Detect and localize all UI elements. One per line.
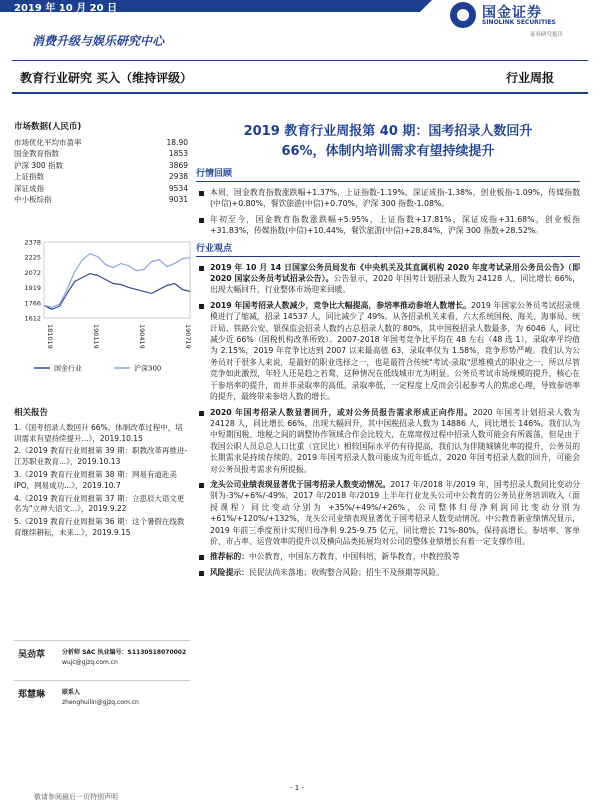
market-data-row bbox=[14, 137, 190, 148]
view-bullet-text: 2020 年国考计划招录人数为 24128 人，同比增长 66%，出现大幅回升，其中国税招录人数为 14886 人，同比增长 146%。我们认为中短期国税、地税之间的调整协作领域合作会比较大，在席席按过程中招录人数可能会有所震荡，但是由于我国公职人员总总人口比重（宜民比）相较国际水平仍有待提高，我们认为伴随城镇化率的提升，公务员的长期需求是持续存续的。2019 年国考招录人数可能成为近年低点，2020 年国考招录人数的回升，可能会对公务员报考需求有所提振。 bbox=[210, 407, 580, 474]
view-bullet bbox=[196, 407, 580, 475]
market-data-value: 9031 bbox=[168, 195, 188, 205]
risk-bullet bbox=[196, 567, 580, 578]
company-logo bbox=[450, 2, 590, 38]
view-bullet-lead: 2020 年国考招录人数显著回升，或对公务员报告需求形成正向作用。 bbox=[210, 407, 473, 417]
section-rule bbox=[196, 181, 580, 182]
market-data-label: 市场优化平均市盈率 bbox=[14, 138, 82, 147]
related-reports-title: 相关报告 bbox=[14, 408, 49, 418]
page-number: - 1 - bbox=[290, 784, 304, 792]
y-tick-label: 1766 bbox=[24, 299, 41, 308]
analyst-role: 联系人 bbox=[62, 689, 81, 696]
market-data-row bbox=[14, 194, 190, 205]
review-bullet: 年初至今，国金教育指数涨跌幅+5.95%，上证指数+17.81%，深证成指+31.68%，创业板指+31.83%，传媒指数(中信)+10.44%，餐饮旅游(中信)+28.84%，沪深 300 指数+28.52%。 bbox=[196, 214, 580, 237]
market-data-label: 沪深 300 指数 bbox=[14, 160, 64, 170]
market-data-row bbox=[14, 183, 190, 194]
analyst-card bbox=[14, 680, 190, 720]
section-rule bbox=[196, 256, 580, 257]
series-line-1 bbox=[44, 254, 190, 308]
index-chart bbox=[14, 238, 194, 378]
view-bullet bbox=[196, 262, 580, 296]
market-data-row bbox=[14, 160, 190, 171]
research-center: 消费升级与娱乐研究中心 bbox=[32, 34, 165, 48]
main-content bbox=[196, 122, 580, 582]
date-band-wedge bbox=[420, 0, 432, 12]
x-tick-label: 181019 bbox=[46, 324, 54, 349]
recommend-label: 推荐标的： bbox=[210, 552, 249, 562]
analyst-email[interactable]: zhenghuilin@gjzq.com.cn bbox=[62, 699, 139, 706]
x-tick-label: 190719 bbox=[184, 324, 192, 349]
market-data-row bbox=[14, 171, 190, 182]
view-bullet-lead: 2019 年国考招录人数减少，竞争比大幅提高，参培率推动参培人数增长。 bbox=[210, 300, 471, 310]
related-report-item[interactable]: 4.《2019 教育行业周报第 37 期：立思辰大语文更名为"立神大语文...》，2019.9.22 bbox=[14, 493, 185, 514]
related-report-item[interactable]: 1.《国考招录人数回升 66%，体制改革过程中，培训需求有望持续提升...》，2019.10.15 bbox=[14, 422, 183, 443]
market-data-label: 上证指数 bbox=[14, 172, 44, 182]
view-bullet-text: 公告显示，2020 年国考计划招录人数为 24128 人，同比增长 66%，出现大幅回升，行业整体市场迎来回暖。 bbox=[210, 274, 581, 295]
market-data-panel bbox=[14, 120, 190, 205]
legend-label: 国金行业 bbox=[54, 364, 82, 373]
logo-en-text: SINOLINK SECURITIES bbox=[482, 19, 556, 26]
page-footer bbox=[0, 782, 600, 800]
related-reports bbox=[14, 408, 190, 541]
section-review-heading: 行情回顾 bbox=[196, 169, 233, 179]
analyst-block bbox=[14, 640, 190, 720]
market-data-value: 3869 bbox=[168, 160, 188, 170]
related-reports-list bbox=[14, 423, 190, 539]
view-bullet-text: 2019 年国家公务员考试招录规模进行了缩减，招录 14537 人，同比减少了 49%。从各招录机关来看，六大系统国税、海关、海事局、统计局、铁路公安、银保监会招录人数约占总招录人数的 80%，其中国税招录人数最多，为 6046 人，同比减少近 66%（国税机构改革所致）。2007-2018 年国考竞争比平均在 48 左右（48 选 1），录取率平均值为 2.15%，2019 年竞争比达到 2007 以来最高值 63，录取率仅为 1.58%，竞争形势严峻。我们认为公务员对于很多人来说，是最好的职业选择之一，也是最符合传统"考试-录取"思维模式的职业之一，所以尽管竞争如此激烈，年轻人还是趋之若鹜，这种情况在低线城市尤为明显。公务员考试市场规模的提升，核心在于参培率的提升，而并非录取率的高低，录取率低，一定程度上反而会引起参考人的焦虑心理，导致参培率的提升，最终带来参培人数的增长。 bbox=[210, 300, 580, 402]
header-divider bbox=[12, 60, 588, 61]
view-bullet bbox=[196, 300, 580, 403]
legend-label: 沪深300 bbox=[134, 364, 162, 373]
logo-sub-text: 证券研究报告 bbox=[530, 32, 564, 38]
y-tick-label: 1612 bbox=[24, 314, 41, 323]
market-data-label: 国金教育指数 bbox=[14, 149, 59, 159]
y-tick-label: 2378 bbox=[24, 238, 41, 247]
logo-cn-text: 国金证券 bbox=[482, 5, 542, 21]
doc-type: 行业周报 bbox=[506, 71, 555, 85]
report-date: 2019 年 10 月 20 日 bbox=[14, 3, 118, 14]
market-data-value: 9534 bbox=[168, 183, 188, 193]
risk-label: 风险提示： bbox=[210, 567, 249, 577]
market-data-value: 18.90 bbox=[166, 138, 188, 147]
logo-mark-icon bbox=[450, 2, 476, 28]
related-report-item[interactable]: 3.《2019 教育行业周报第 38 期：网易有道赴美 IPO，网易成功...》，2019.10.7 bbox=[14, 469, 177, 490]
y-tick-label: 1919 bbox=[24, 284, 41, 293]
review-bullet: 本周，国金教育指数涨跌幅+1.37%，上证指数-1.19%，深证成指-1.38%，创业板指-1.09%，传媒指数(中信)+0.80%，餐饮旅游(中信)+0.70%，沪深 300 指数-1.08%。 bbox=[196, 187, 580, 210]
y-tick-label: 2225 bbox=[24, 253, 41, 262]
market-data-rows bbox=[14, 137, 190, 205]
report-title-line1: 2019 教育行业周报第 40 期：国考招录人数回升 bbox=[243, 124, 533, 139]
market-data-title: 市场数据(人民币) bbox=[14, 122, 82, 132]
risk-text: 民促法尚未落地；收购整合风险；招生不及预期等风险。 bbox=[248, 567, 444, 577]
market-data-label: 中小板综指 bbox=[14, 195, 52, 205]
report-title-line2: 66%，体制内培训需求有望持续提升 bbox=[281, 144, 495, 159]
analyst-email[interactable]: wujc@gjzq.com.cn bbox=[62, 659, 118, 666]
view-bullet bbox=[196, 479, 580, 547]
analyst-name: 吴劲草 bbox=[18, 650, 46, 660]
view-bullet-text: 2017 年/2018 年/2019 年，国考招录人数同比变动分别为-3%/+6%/-49%，2017 年/2018 年/2019 上半年行业龙头公司中公教育的公务员业务培训收入（面授课程）同比变动分别为 +35%/+49%/+26%，公司整体归母净利润同比变动分别为 +61%/+120%/+132%，龙头公司业绩表现显著优于国考招录人数变动情况。中公教育新业绩情况显示，2019 年前三季度预计实现归母净利 9.25-9.75 亿元，同比增长 71%-80%，保持高增长。参培率、客单价、市占率、运营效率的提升以及横向品类拓展均对公司的整体业绩增长有着一定支撑作用。 bbox=[210, 479, 581, 546]
view-bullet-lead: 2019 年 10 月 14 日国家公务员局发布《中央机关及其直属机构 2020 年度考试录用公务员公告》（即 2020 国家公务员考试招录公告）。 bbox=[210, 262, 580, 284]
market-data-value: 1853 bbox=[168, 149, 188, 159]
chart-plot-frame bbox=[44, 242, 190, 318]
report-title bbox=[196, 122, 580, 162]
related-report-item[interactable]: 5.《2019 教育行业周报第 36 期：这个暑假在线教育继续耕耘，未来...》，2019.9.15 bbox=[14, 517, 185, 537]
market-data-row bbox=[14, 148, 190, 159]
footer-disclaimer: 敬请参阅最后一页特别声明 bbox=[34, 793, 118, 800]
recommend-bullet bbox=[196, 551, 580, 562]
related-report-item[interactable]: 2.《2019 教育行业周报第 39 期：职教改革再推进-江苏职业教育...》，2019.10.13 bbox=[14, 446, 188, 467]
x-tick-label: 190419 bbox=[138, 324, 146, 349]
analyst-card bbox=[14, 640, 190, 680]
x-tick-label: 190119 bbox=[92, 324, 100, 349]
analyst-role: 分析师 SAC 执业编号：S1130518070002 bbox=[62, 649, 187, 656]
y-tick-label: 2072 bbox=[24, 268, 41, 277]
view-bullet-lead: 龙头公司业绩表现显著优于国考招录人数变动情况。 bbox=[210, 479, 391, 489]
market-data-label: 深证成指 bbox=[14, 183, 44, 193]
section-view-heading: 行业观点 bbox=[196, 243, 233, 254]
market-data-value: 2938 bbox=[168, 172, 188, 182]
recommend-text: 中公教育，中国东方教育，中国科培，新华教育，中教控股等 bbox=[248, 552, 460, 562]
industry-rating: 教育行业研究 买入（维持评级） bbox=[20, 71, 193, 85]
header-divider-thick bbox=[12, 92, 588, 94]
analyst-name: 郑慧琳 bbox=[18, 690, 46, 700]
